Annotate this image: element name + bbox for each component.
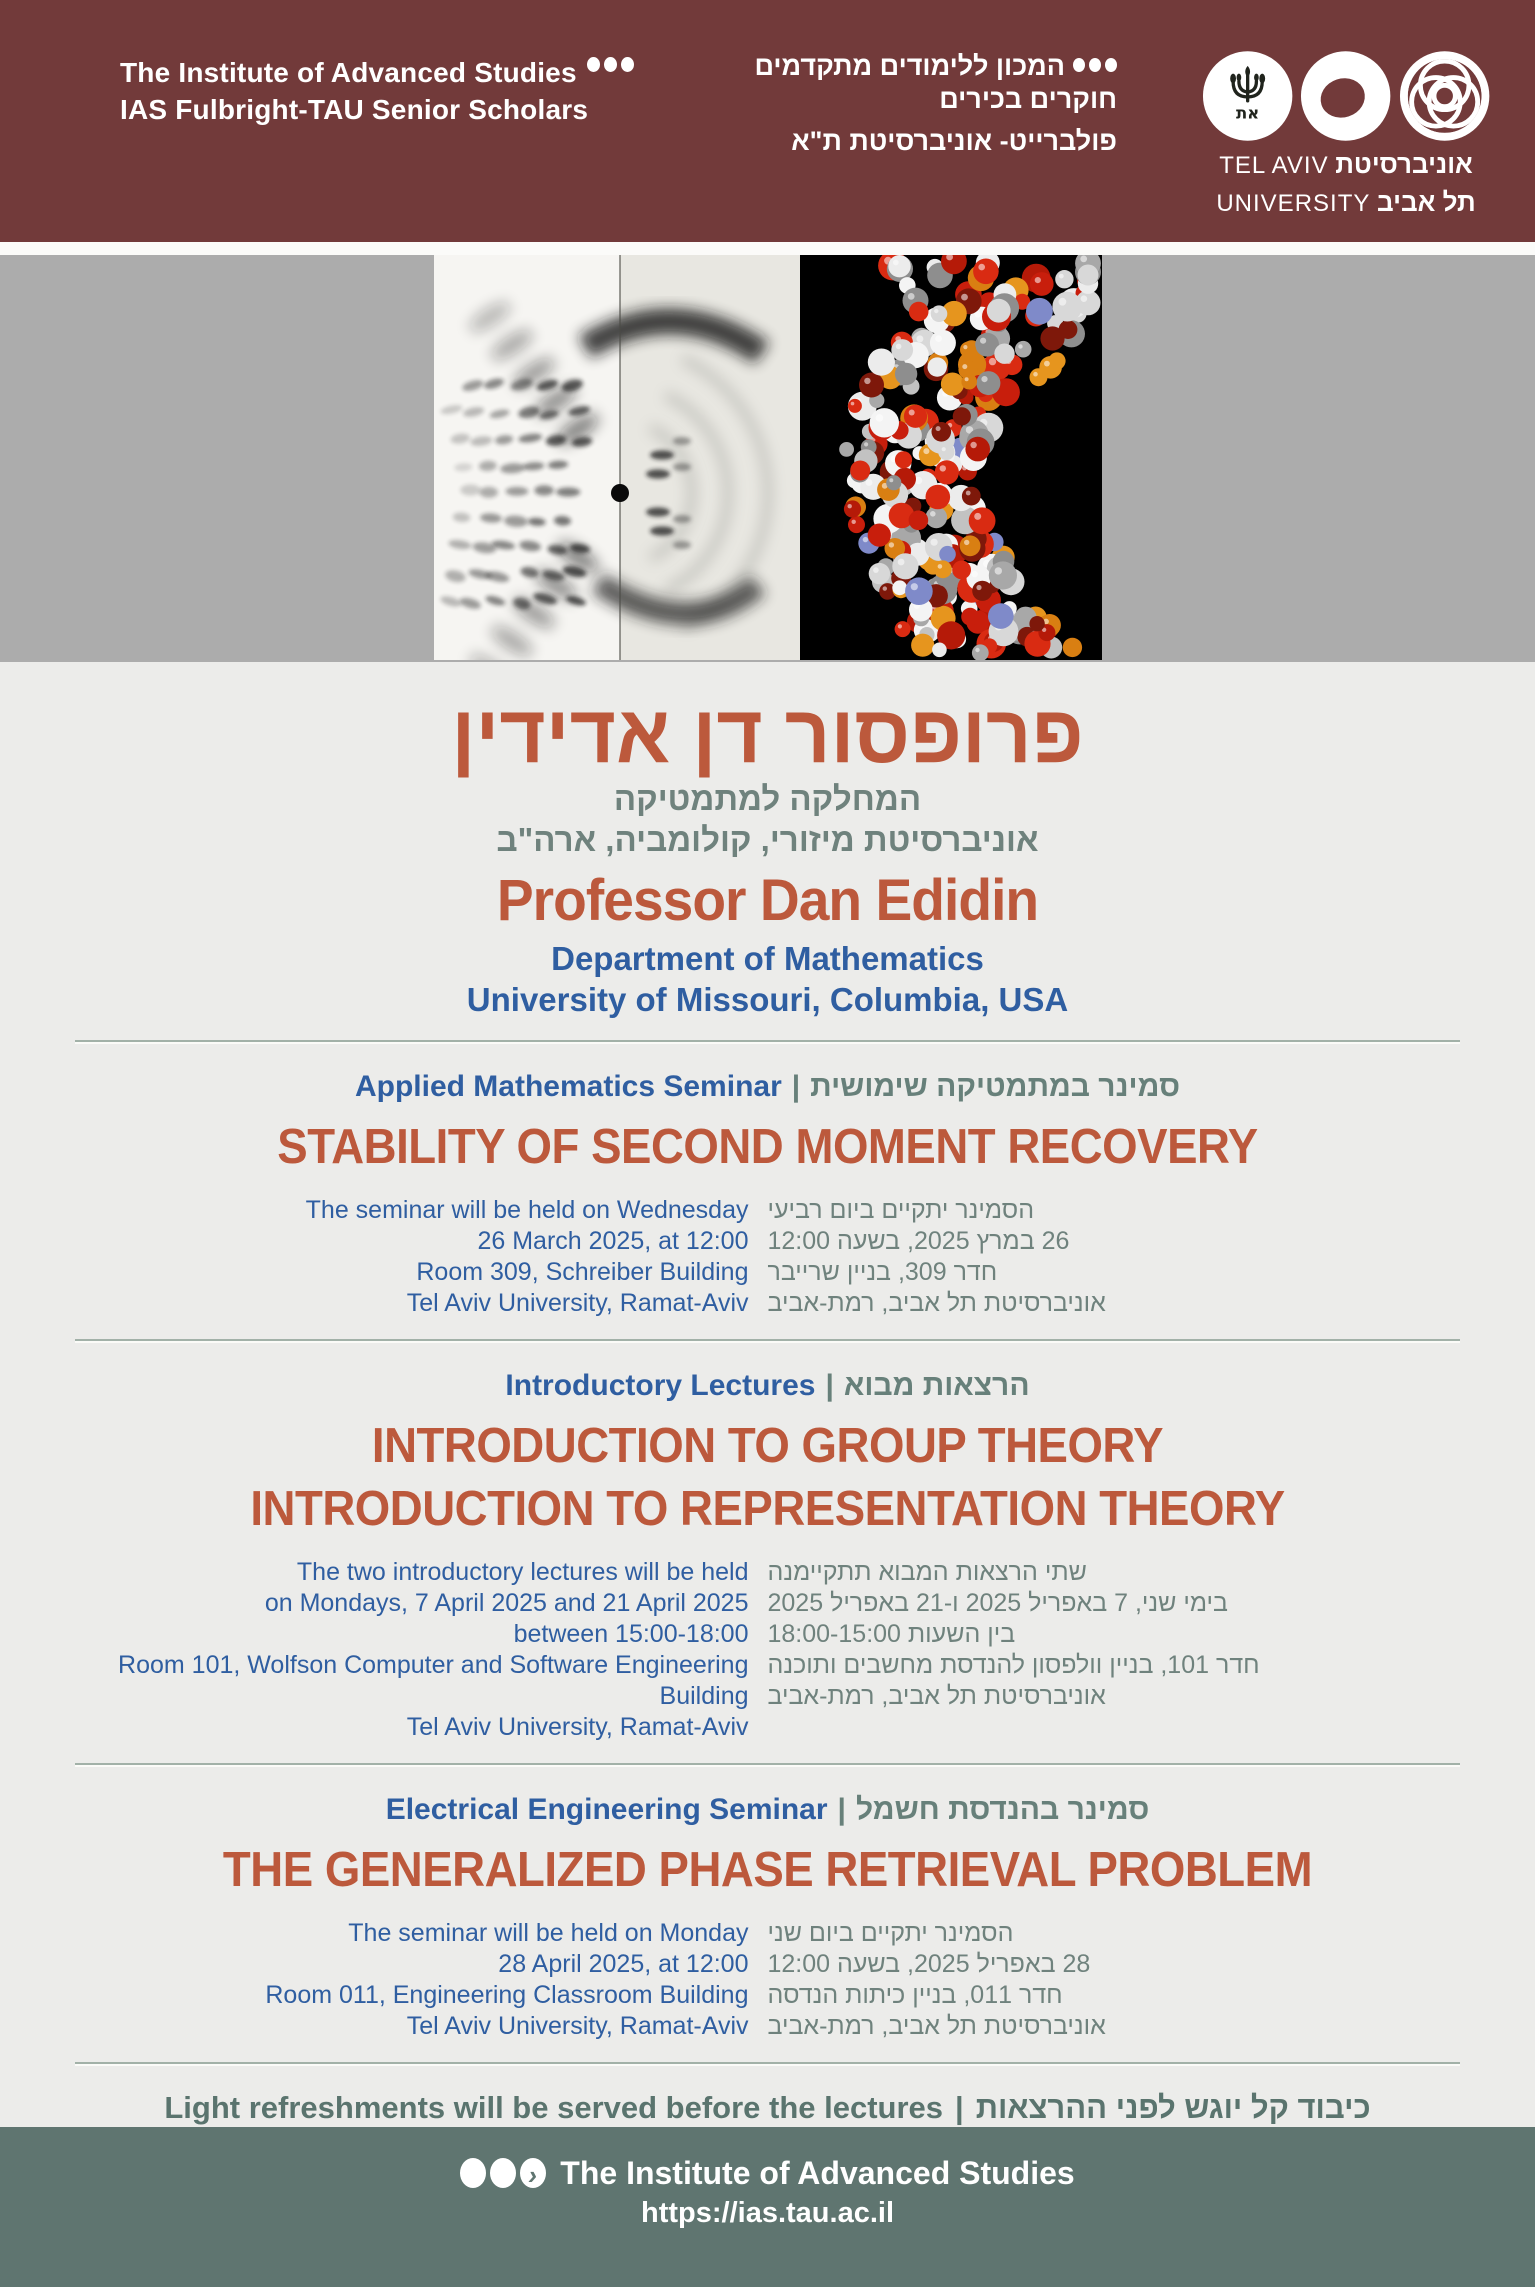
title-line: INTRODUCTION TO GROUP THEORY xyxy=(371,1419,1164,1474)
tau-logo-circles xyxy=(1202,50,1490,142)
detail-line: אוניברסיטת תל אביב, רמת-אביב xyxy=(767,1289,1106,1318)
section-heading-he: סמינר במתמטיקה שימושית xyxy=(810,1070,1181,1104)
detail-line: בין השעות 18:00-15:00 xyxy=(767,1620,1016,1649)
details-hebrew xyxy=(768,1557,1448,1743)
detail-line: between 15:00-18:00 xyxy=(513,1620,749,1649)
section-heading-he: סמינר בהנדסת חשמל xyxy=(855,1793,1150,1827)
org-name-hebrew xyxy=(755,50,1118,158)
org-he-line1-text: המכון ללימודים מתקדמים xyxy=(754,51,1065,81)
detail-line: on Mondays, 7 April 2025 and 21 April 2025 xyxy=(264,1589,749,1618)
dna-molecule-image xyxy=(800,255,1102,660)
poster-content xyxy=(0,662,1535,2127)
header-divider-strip xyxy=(0,242,1535,255)
tau-universitat-he: אוניברסיטת xyxy=(1335,149,1473,179)
detail-line: The two introductory lectures will be held xyxy=(296,1558,749,1587)
org-name-english xyxy=(120,54,644,128)
detail-line: Tel Aviv University, Ramat-Aviv xyxy=(406,1713,749,1742)
details-english xyxy=(88,1195,768,1319)
detail-line: אוניברסיטת תל אביב, רמת-אביב xyxy=(767,2012,1106,2041)
speaker-dept-hebrew: המחלקה למתמטיקה xyxy=(613,780,922,818)
refreshments-en: Light refreshments will be served before the lectures xyxy=(164,2090,944,2126)
speaker-name-english: Professor Dan Edidin xyxy=(496,868,1039,934)
header-bar xyxy=(0,0,1535,242)
image-band xyxy=(0,255,1535,662)
title-line: STABILITY OF SECOND MOMENT RECOVERY xyxy=(277,1120,1258,1175)
section-heading-applied-math xyxy=(0,1068,1535,1106)
heading-separator: | xyxy=(791,1070,801,1104)
speaker-name-hebrew: פרופסור דן אדידין xyxy=(451,689,1084,780)
footer-url-link[interactable]: https://ias.tau.ac.il xyxy=(641,2197,894,2230)
details-hebrew xyxy=(768,1918,1448,2042)
detail-line: חדר 309, בניין שרייבר xyxy=(767,1258,998,1287)
refreshments-he: כיבוד קל יוגש לפני ההרצאות xyxy=(975,2090,1371,2126)
tau-university-en: UNIVERSITY xyxy=(1216,190,1371,217)
section-heading-electrical-eng xyxy=(0,1791,1535,1829)
org-he-line3: פולברייט- אוניברסיטת ת"א xyxy=(791,126,1117,156)
org-en-line1-text: The Institute of Advanced Studies xyxy=(120,57,577,88)
speaker-univ-english: University of Missouri, Columbia, USA xyxy=(466,981,1069,1019)
tau-logo-text-line1 xyxy=(1202,150,1490,180)
title-line: THE GENERALIZED PHASE RETRIEVAL PROBLEM xyxy=(222,1843,1313,1898)
section-divider xyxy=(75,1040,1460,1044)
detail-line: Room 101, Wolfson Computer and Software Engineering Building xyxy=(118,1651,749,1711)
seminar-title xyxy=(54,1116,1482,1179)
three-dots-icon xyxy=(587,57,634,72)
section-divider xyxy=(75,1339,1460,1343)
seminar-details xyxy=(88,1918,1448,2042)
details-english xyxy=(88,1557,768,1743)
tau-university-logo xyxy=(1202,50,1490,218)
detail-line: הסמינר יתקיים ביום שני xyxy=(767,1919,1014,1948)
detail-line: 28 April 2025, at 12:00 xyxy=(498,1950,749,1979)
section-heading-en: Electrical Engineering Seminar xyxy=(385,1793,828,1827)
xray-diffraction-image xyxy=(434,255,800,660)
detail-line: בימי שני, 7 באפריל 2025 ו-21 באפריל 2025 xyxy=(767,1589,1228,1618)
detail-line: Room 309, Schreiber Building xyxy=(416,1258,749,1287)
tau-telaviv-en: TEL AVIV xyxy=(1219,152,1329,179)
detail-line: אוניברסיטת תל אביב, רמת-אביב xyxy=(767,1682,1106,1711)
section-divider xyxy=(75,1763,1460,1767)
detail-line: The seminar will be held on Wednesday xyxy=(305,1196,749,1225)
refreshments-separator: | xyxy=(955,2090,964,2126)
seminar-details xyxy=(88,1557,1448,1743)
section-heading-en: Applied Mathematics Seminar xyxy=(354,1070,782,1104)
detail-line: שתי הרצאות המבוא תתקיימנה xyxy=(767,1558,1087,1587)
tau-telaviv-he: תל אביב xyxy=(1377,187,1476,217)
three-dots-arrow-icon xyxy=(460,2158,546,2188)
refreshments-note xyxy=(0,2088,1535,2127)
detail-line: Room 011, Engineering Classroom Building xyxy=(265,1981,749,2010)
org-en-line1 xyxy=(120,54,644,91)
menorah-emblem-icon xyxy=(1202,50,1293,142)
detail-line: 26 במרץ 2025, בשעה 12:00 xyxy=(767,1227,1070,1256)
tau-logo-text-line2 xyxy=(1202,188,1490,218)
details-hebrew xyxy=(768,1195,1448,1319)
detail-line: חדר 101, בניין וולפסון להנדסת מחשבים ותוכנה xyxy=(767,1651,1260,1680)
detail-line: The seminar will be held on Monday xyxy=(348,1919,749,1948)
detail-line: חדר 011, בניין כיתות הנדסה xyxy=(767,1981,1063,2010)
section-heading-en: Introductory Lectures xyxy=(505,1369,816,1403)
seminar-details xyxy=(88,1195,1448,1319)
footer-institute-name: The Institute of Advanced Studies xyxy=(560,2155,1075,2192)
org-he-line2: חוקרים בכירים xyxy=(939,84,1117,114)
heading-separator: | xyxy=(837,1793,846,1827)
heading-separator: | xyxy=(825,1369,834,1403)
section-heading-intro-lectures xyxy=(0,1367,1535,1405)
details-english xyxy=(88,1918,768,2042)
svg-text:את: את xyxy=(1236,103,1260,123)
seminar-title xyxy=(54,1415,1482,1541)
section-heading-he: הרצאות מבוא xyxy=(843,1369,1030,1403)
detail-line: Tel Aviv University, Ramat-Aviv xyxy=(406,2012,749,2041)
three-dots-icon xyxy=(1073,58,1117,72)
title-line: INTRODUCTION TO REPRESENTATION THEORY xyxy=(250,1482,1285,1537)
detail-line: 26 March 2025, at 12:00 xyxy=(477,1227,749,1256)
org-he-line1 xyxy=(755,50,1118,83)
ring-icon xyxy=(1300,50,1391,142)
detail-line: 28 באפריל 2025, בשעה 12:00 xyxy=(767,1950,1091,1979)
detail-line: הסמינר יתקיים ביום רביעי xyxy=(767,1196,1035,1225)
speaker-univ-hebrew: אוניברסיטת מיזורי, קולומביה, ארה"ב xyxy=(496,821,1039,859)
seminar-title xyxy=(54,1839,1482,1902)
org-en-line2: IAS Fulbright-TAU Senior Scholars xyxy=(120,94,589,125)
footer-bar xyxy=(0,2127,1535,2287)
speaker-dept-english: Department of Mathematics xyxy=(551,940,984,978)
detail-line: Tel Aviv University, Ramat-Aviv xyxy=(406,1289,749,1318)
section-divider xyxy=(75,2062,1460,2066)
swirl-rosette-icon xyxy=(1399,50,1490,142)
footer-institute-line xyxy=(0,2153,1535,2193)
